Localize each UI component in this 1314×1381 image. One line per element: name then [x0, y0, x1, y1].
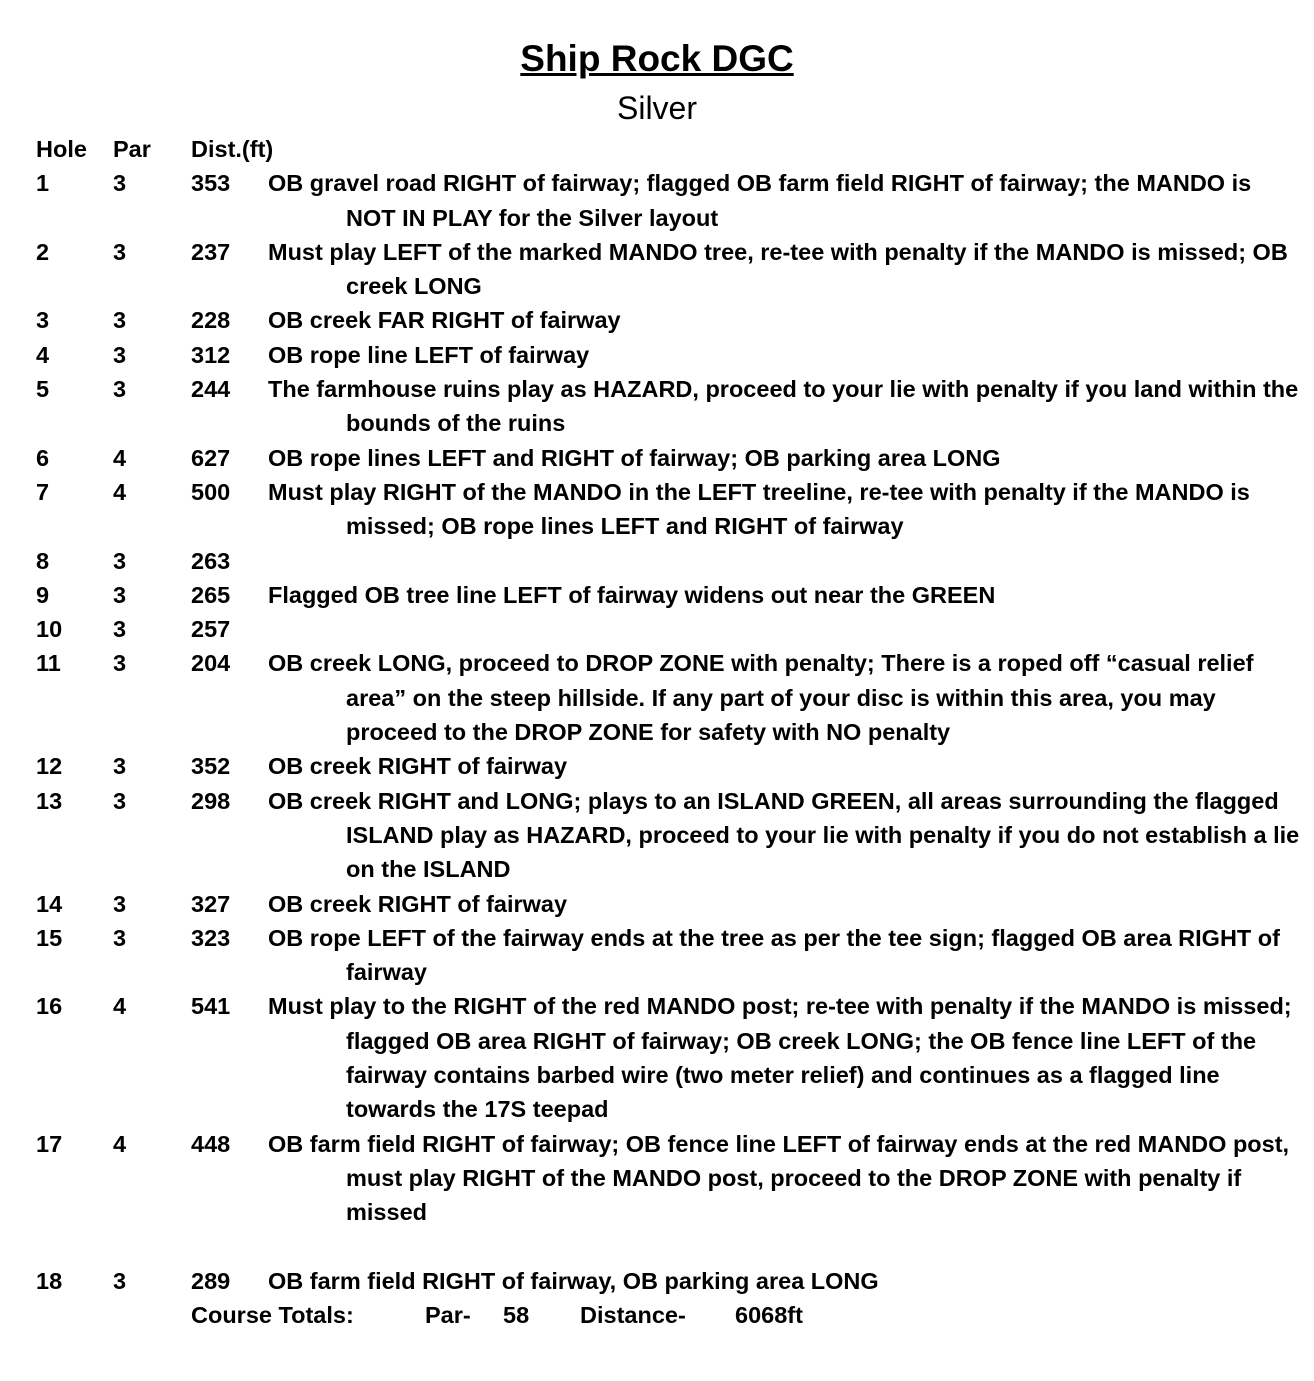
hole-distance: 257	[191, 616, 231, 643]
hole-notes: OB farm field RIGHT of fairway; OB fence line LEFT of fairway ends at the red MANDO post, must play RIGHT of the MANDO post, proceed to the DROP ZONE with penalty if missed	[268, 1130, 1290, 1226]
page-title: Ship Rock DGC	[520, 38, 794, 79]
table-row	[36, 166, 1306, 235]
row-spacer	[36, 1230, 1306, 1264]
table-row	[36, 441, 1306, 475]
hole-number: 16	[36, 993, 63, 1020]
hole-notes: The farmhouse ruins play as HAZARD, proceed to your lie with penalty if you land within the bounds of the ruins	[268, 376, 1299, 437]
table-row	[36, 921, 1306, 990]
table-row	[36, 612, 1306, 646]
hole-par: 3	[113, 307, 127, 334]
hole-par: 4	[113, 1130, 127, 1157]
hole-distance: 627	[191, 444, 231, 471]
hole-notes: Must play to the RIGHT of the red MANDO post; re-tee with penalty if the MANDO is missed; flagged OB area RIGHT of fairway; OB creek LONG; the OB fence line LEFT of the fairway contains barbed wire (two meter relief) and continues as a flagged line towards the 17S teepad	[268, 993, 1292, 1123]
hole-rows	[36, 166, 1306, 1298]
hole-distance: 312	[191, 341, 231, 368]
course-totals	[36, 1298, 1306, 1332]
hole-distance: 352	[191, 753, 231, 780]
hole-par: 3	[113, 547, 127, 574]
hole-distance: 353	[191, 170, 231, 197]
hole-number: 8	[36, 547, 50, 574]
hole-distance: 263	[191, 547, 231, 574]
table-row	[36, 475, 1306, 544]
hole-par: 3	[113, 890, 127, 917]
hole-number: 10	[36, 616, 63, 643]
table-header	[36, 132, 1306, 166]
hole-distance: 289	[191, 1267, 231, 1294]
hole-distance: 228	[191, 307, 231, 334]
hole-distance: 237	[191, 238, 231, 265]
layout-subtitle: Silver	[616, 90, 697, 126]
hole-par: 4	[113, 993, 127, 1020]
hole-notes: OB farm field RIGHT of fairway, OB parking area LONG	[268, 1267, 879, 1294]
hole-notes: OB creek FAR RIGHT of fairway	[268, 307, 621, 334]
hole-par: 3	[113, 376, 127, 403]
hole-par: 4	[113, 444, 127, 471]
hole-number: 2	[36, 238, 50, 265]
hole-number: 9	[36, 581, 50, 608]
hole-notes: Must play RIGHT of the MANDO in the LEFT treeline, re-tee with penalty if the MANDO is missed; OB rope lines LEFT and RIGHT of fairway	[268, 478, 1250, 540]
totals-distance-value: 6068ft	[735, 1302, 803, 1329]
table-row	[36, 372, 1306, 441]
hole-distance: 298	[191, 787, 231, 814]
hole-number: 15	[36, 924, 63, 951]
hole-par: 3	[113, 581, 127, 608]
table-row	[36, 303, 1306, 337]
hole-notes: OB rope line LEFT of fairway	[268, 341, 590, 368]
hole-par: 3	[113, 616, 127, 643]
hole-table	[36, 132, 1306, 1332]
table-row	[36, 235, 1306, 304]
hole-number: 11	[36, 650, 61, 677]
hole-distance: 541	[191, 993, 231, 1020]
hole-notes: OB creek RIGHT of fairway	[268, 753, 568, 780]
table-row	[36, 646, 1306, 749]
totals-par-value: 58	[503, 1302, 530, 1329]
totals-par-label: Par-	[425, 1302, 471, 1329]
hole-number: 12	[36, 753, 63, 780]
hole-notes: Flagged OB tree line LEFT of fairway widens out near the GREEN	[268, 581, 996, 608]
hole-notes	[268, 544, 1306, 578]
hole-notes	[268, 612, 1306, 646]
table-row	[36, 338, 1306, 372]
par-column-header: Par	[113, 136, 151, 162]
hole-number: 1	[36, 170, 50, 197]
hole-notes: Must play LEFT of the marked MANDO tree, re-tee with penalty if the MANDO is missed; OB creek LONG	[268, 238, 1288, 300]
hole-number: 4	[36, 341, 50, 368]
hole-number: 18	[36, 1267, 63, 1294]
hole-notes: OB creek LONG, proceed to DROP ZONE with penalty; There is a roped off “casual relief area” on the steep hillside. If any part of your disc is within this area, you may proceed to the DROP ZONE for safety with NO penalty	[268, 650, 1254, 746]
hole-number: 7	[36, 478, 50, 505]
hole-par: 3	[113, 1267, 127, 1294]
hole-par: 3	[113, 753, 127, 780]
hole-number: 6	[36, 444, 50, 471]
totals-distance-label: Distance-	[580, 1302, 686, 1329]
hole-distance: 265	[191, 581, 231, 608]
hole-distance: 500	[191, 478, 231, 505]
table-row	[36, 1127, 1306, 1230]
hole-par: 3	[113, 924, 127, 951]
hole-distance: 327	[191, 890, 231, 917]
hole-par: 3	[113, 238, 127, 265]
hole-notes: OB rope lines LEFT and RIGHT of fairway; OB parking area LONG	[268, 444, 1001, 471]
hole-number: 17	[36, 1130, 63, 1157]
table-row	[36, 578, 1306, 612]
hole-number: 13	[36, 787, 63, 814]
hole-notes: OB creek RIGHT and LONG; plays to an ISLAND GREEN, all areas surrounding the flagged ISLAND play as HAZARD, proceed to your lie with penalty if you do not establish a lie on the ISLAND	[268, 787, 1300, 883]
hole-par: 3	[113, 787, 127, 814]
distance-column-header: Dist.(ft)	[191, 136, 274, 162]
hole-par: 3	[113, 341, 127, 368]
hole-notes: OB gravel road RIGHT of fairway; flagged OB farm field RIGHT of fairway; the MANDO is NOT IN PLAY for the Silver layout	[268, 170, 1252, 231]
hole-number: 14	[36, 890, 63, 917]
hole-distance: 323	[191, 924, 231, 951]
totals-label: Course Totals:	[191, 1302, 354, 1329]
hole-distance: 448	[191, 1130, 231, 1157]
table-row	[36, 887, 1306, 921]
hole-par: 4	[113, 478, 127, 505]
table-row	[36, 544, 1306, 578]
hole-column-header: Hole	[36, 136, 87, 162]
table-row	[36, 1264, 1306, 1298]
hole-notes: OB rope LEFT of the fairway ends at the tree as per the tee sign; flagged OB area RIGHT of fairway	[268, 924, 1280, 986]
hole-distance: 204	[191, 650, 231, 677]
table-row	[36, 989, 1306, 1126]
hole-par: 3	[113, 170, 127, 197]
table-row	[36, 784, 1306, 887]
hole-par: 3	[113, 650, 127, 677]
hole-notes: OB creek RIGHT of fairway	[268, 890, 568, 917]
table-row	[36, 749, 1306, 783]
hole-number: 5	[36, 376, 50, 403]
hole-number: 3	[36, 307, 50, 334]
hole-distance: 244	[191, 376, 231, 403]
